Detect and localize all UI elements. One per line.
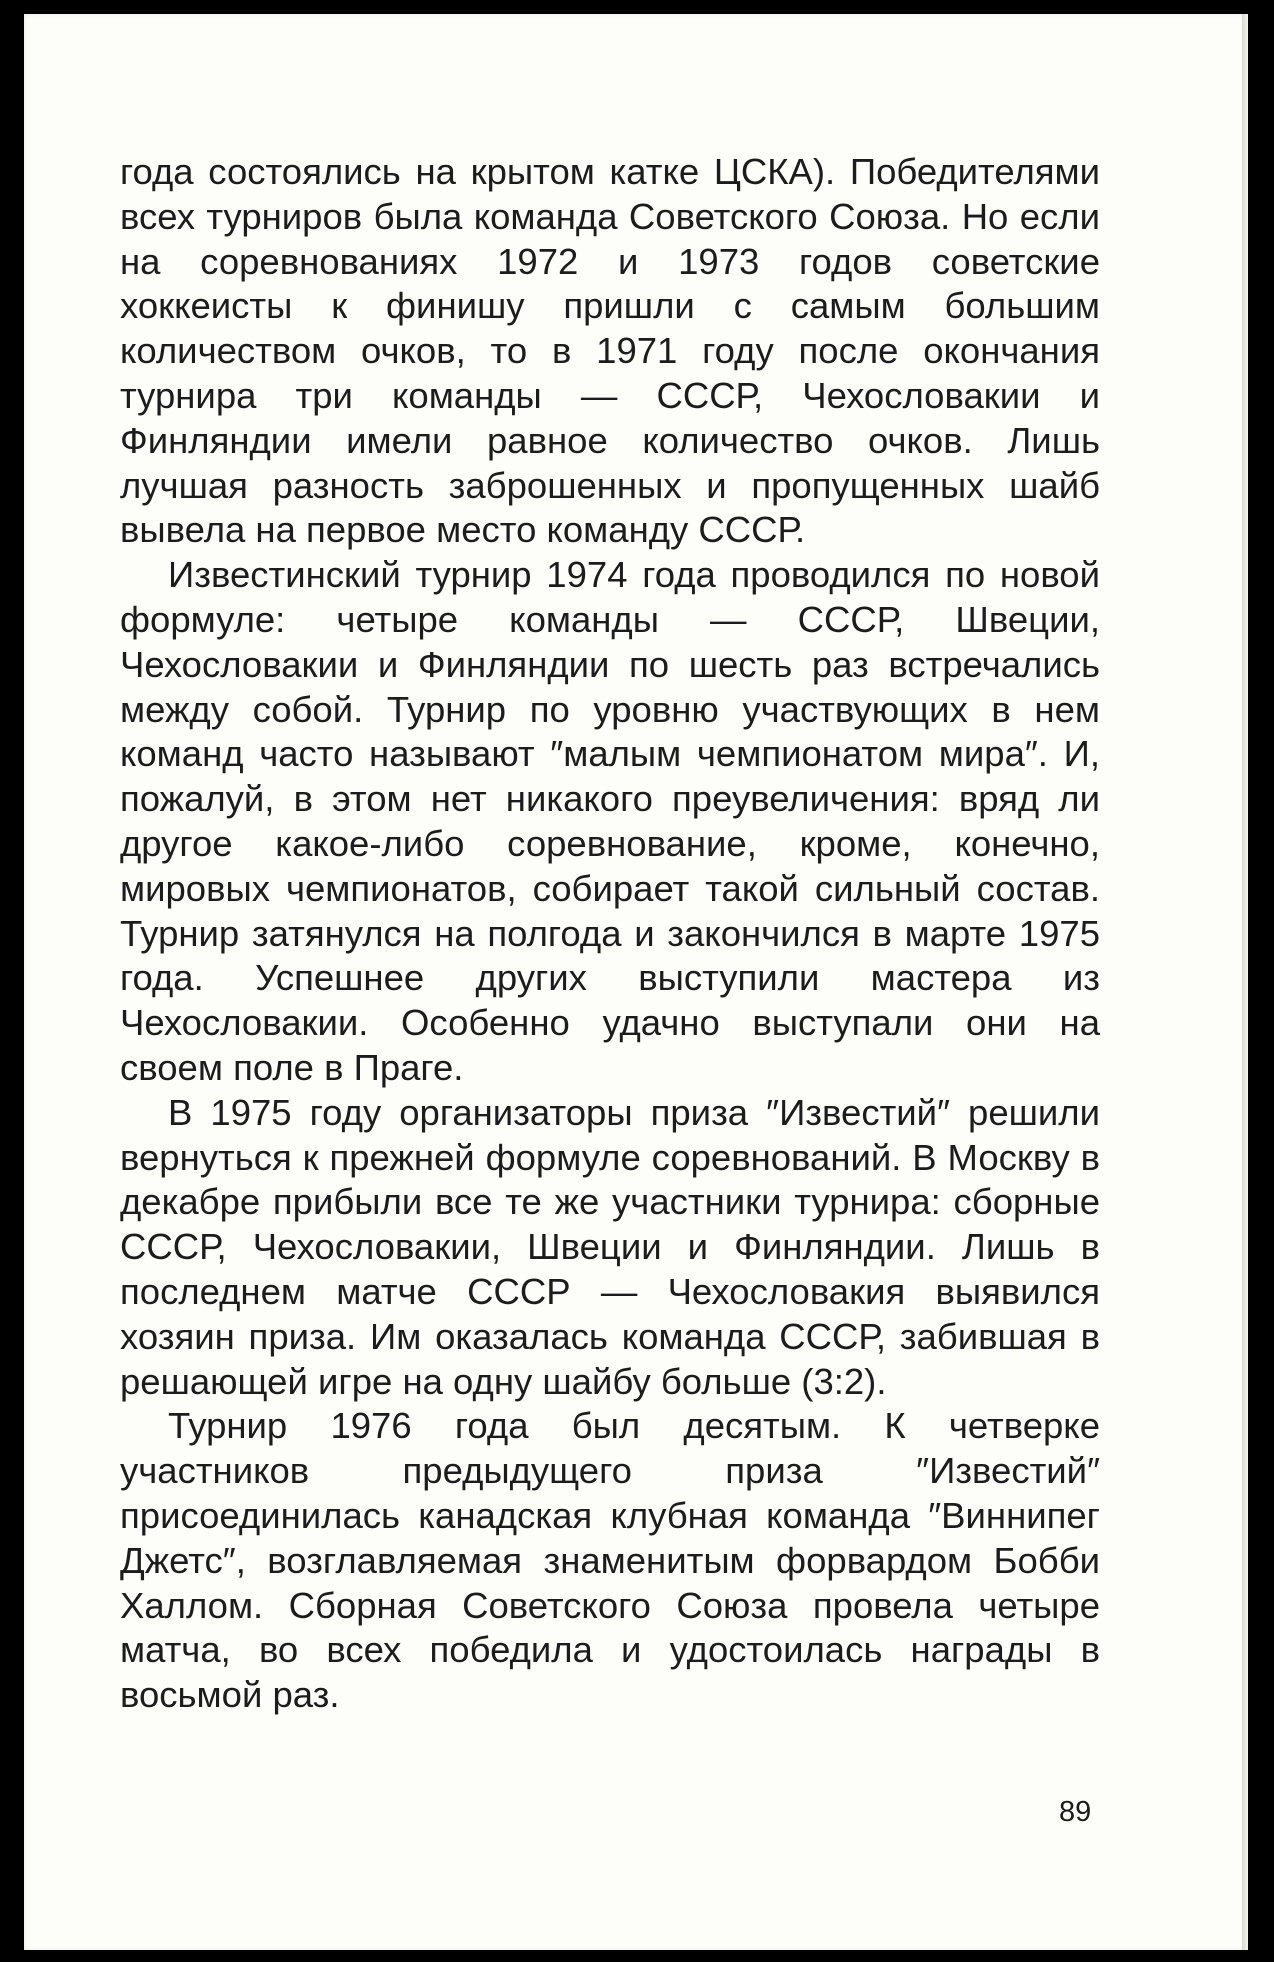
body-text [120,150,1100,1718]
paragraph-1: года состоялись на крытом катке ЦСКА). Победителями всех турниров была команда Советского Союза. Но если на соревнованиях 1972 и 1973 годов советские хоккеисты к финишу пришли с самым большим количеством очков, то в 1971 году после окончания турнира три команды — СССР, Чехословакии и Финляндии имели равное количество очков. Лишь лучшая разность заброшенных и пропущенных шайб вывела на первое место команду СССР. [120,151,1100,551]
page-number: 89 [1059,1796,1092,1828]
book-page [24,14,1248,1950]
paragraph-4: Турнир 1976 года был десятым. К четверке участников предыдущего приза ″Известий″ присоединилась канадская клубная команда ″Виннипег Джетс″, возглавляемая знаменитым форвардом Бобби Халлом. Сборная Советского Союза провела четыре матча, во всех победила и удостоилась награды в восьмой раз. [120,1405,1100,1716]
paragraph-3: В 1975 году организаторы приза ″Известий″ решили вернуться к прежней формуле соревнований. В Москву в декабре прибыли все те же участники турнира: сборные СССР, Чехословакии, Швеции и Финляндии. Лишь в последнем матче СССР — Чехословакия выявился хозяин приза. Им оказалась команда СССР, забившая в решающей игре на одну шайбу больше (3:2). [120,1091,1100,1402]
page-edge [1242,14,1248,1950]
paragraph-2: Известинский турнир 1974 года проводился по новой формуле: четыре команды — СССР, Швеции, Чехословакии и Финляндии по шесть раз встречались между собой. Турнир по уровню участвующих в нем команд часто называют ″малым чемпионатом мира″. И, пожалуй, в этом нет никакого преувеличения: вряд ли другое какое-либо соревнование, кроме, конечно, мировых чемпионатов, собирает такой сильный состав. Турнир затянулся на полгода и закончился в марте 1975 года. Успешнее других выступили мастера из Чехословакии. Особенно удачно выступали они на своем поле в Праге. [120,554,1100,1088]
